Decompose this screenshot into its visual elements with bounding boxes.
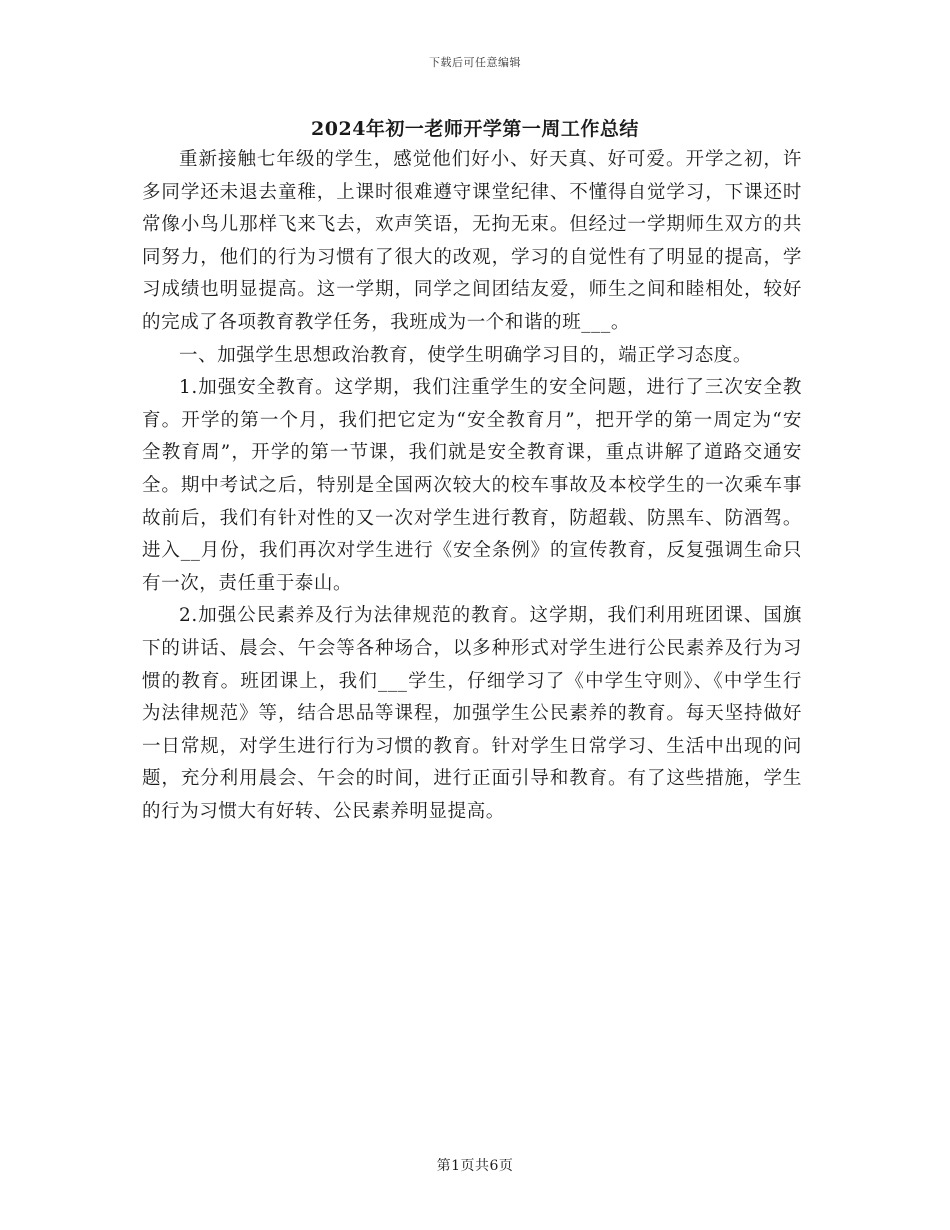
paragraph-civic-education: 2.加强公民素养及行为法律规范的教育。这学期，我们利用班团课、国旗下的讲话、晨会、午会等各种场合，以多种形式对学生进行公民素养及行为习惯的教育。班团课上，我们___学生，仔细学习了《中学生守则》、《中学生行为法律规范》等，结合思品等课程，加强学生公民素养的教育。每天坚持做好一日常规，对学生进行行为习惯的教育。针对学生日常学习、生活中出现的问题，充分利用晨会、午会的时间，进行正面引导和教育。有了这些措施，学生的行为习惯大有好转、公民素养明显提高。 (142, 605, 802, 822)
page-number: 第1页共6页 (436, 1158, 514, 1174)
document-body (142, 144, 802, 828)
document-title: 2024年初一老师开学第一周工作总结 (311, 118, 639, 140)
paragraph-section-heading: 一、加强学生思想政治教育，使学生明确学习目的，端正学习态度。 (179, 344, 753, 366)
header-note: 下载后可任意编辑 (429, 56, 521, 69)
paragraph-intro: 重新接触七年级的学生，感觉他们好小、好天真、好可爱。开学之初，许多同学还未退去童稚，上课时很难遵守课堂纪律、不懂得自觉学习，下课还时常像小鸟儿那样飞来飞去，欢声笑语，无拘无束。但经过一学期师生双方的共同努力，他们的行为习惯有了很大的改观，学习的自觉性有了明显的提高，学习成绩也明显提高。这一学期，同学之间团结友爱，师生之间和睦相处，较好的完成了各项教育教学任务，我班成为一个和谐的班___。 (142, 149, 802, 333)
paragraph-safety-education: 1.加强安全教育。这学期，我们注重学生的安全问题，进行了三次安全教育。开学的第一个月，我们把它定为“安全教育月”，把开学的第一周定为“安全教育周”，开学的第一节课，我们就是安全教育课，重点讲解了道路交通安全。期中考试之后，特别是全国两次较大的校车事故及本校学生的一次乘车事故前后，我们有针对性的又一次对学生进行教育，防超载、防黑车、防酒驾。进入__月份，我们再次对学生进行《安全条例》的宣传教育，反复强调生命只有一次，责任重于泰山。 (142, 377, 802, 594)
